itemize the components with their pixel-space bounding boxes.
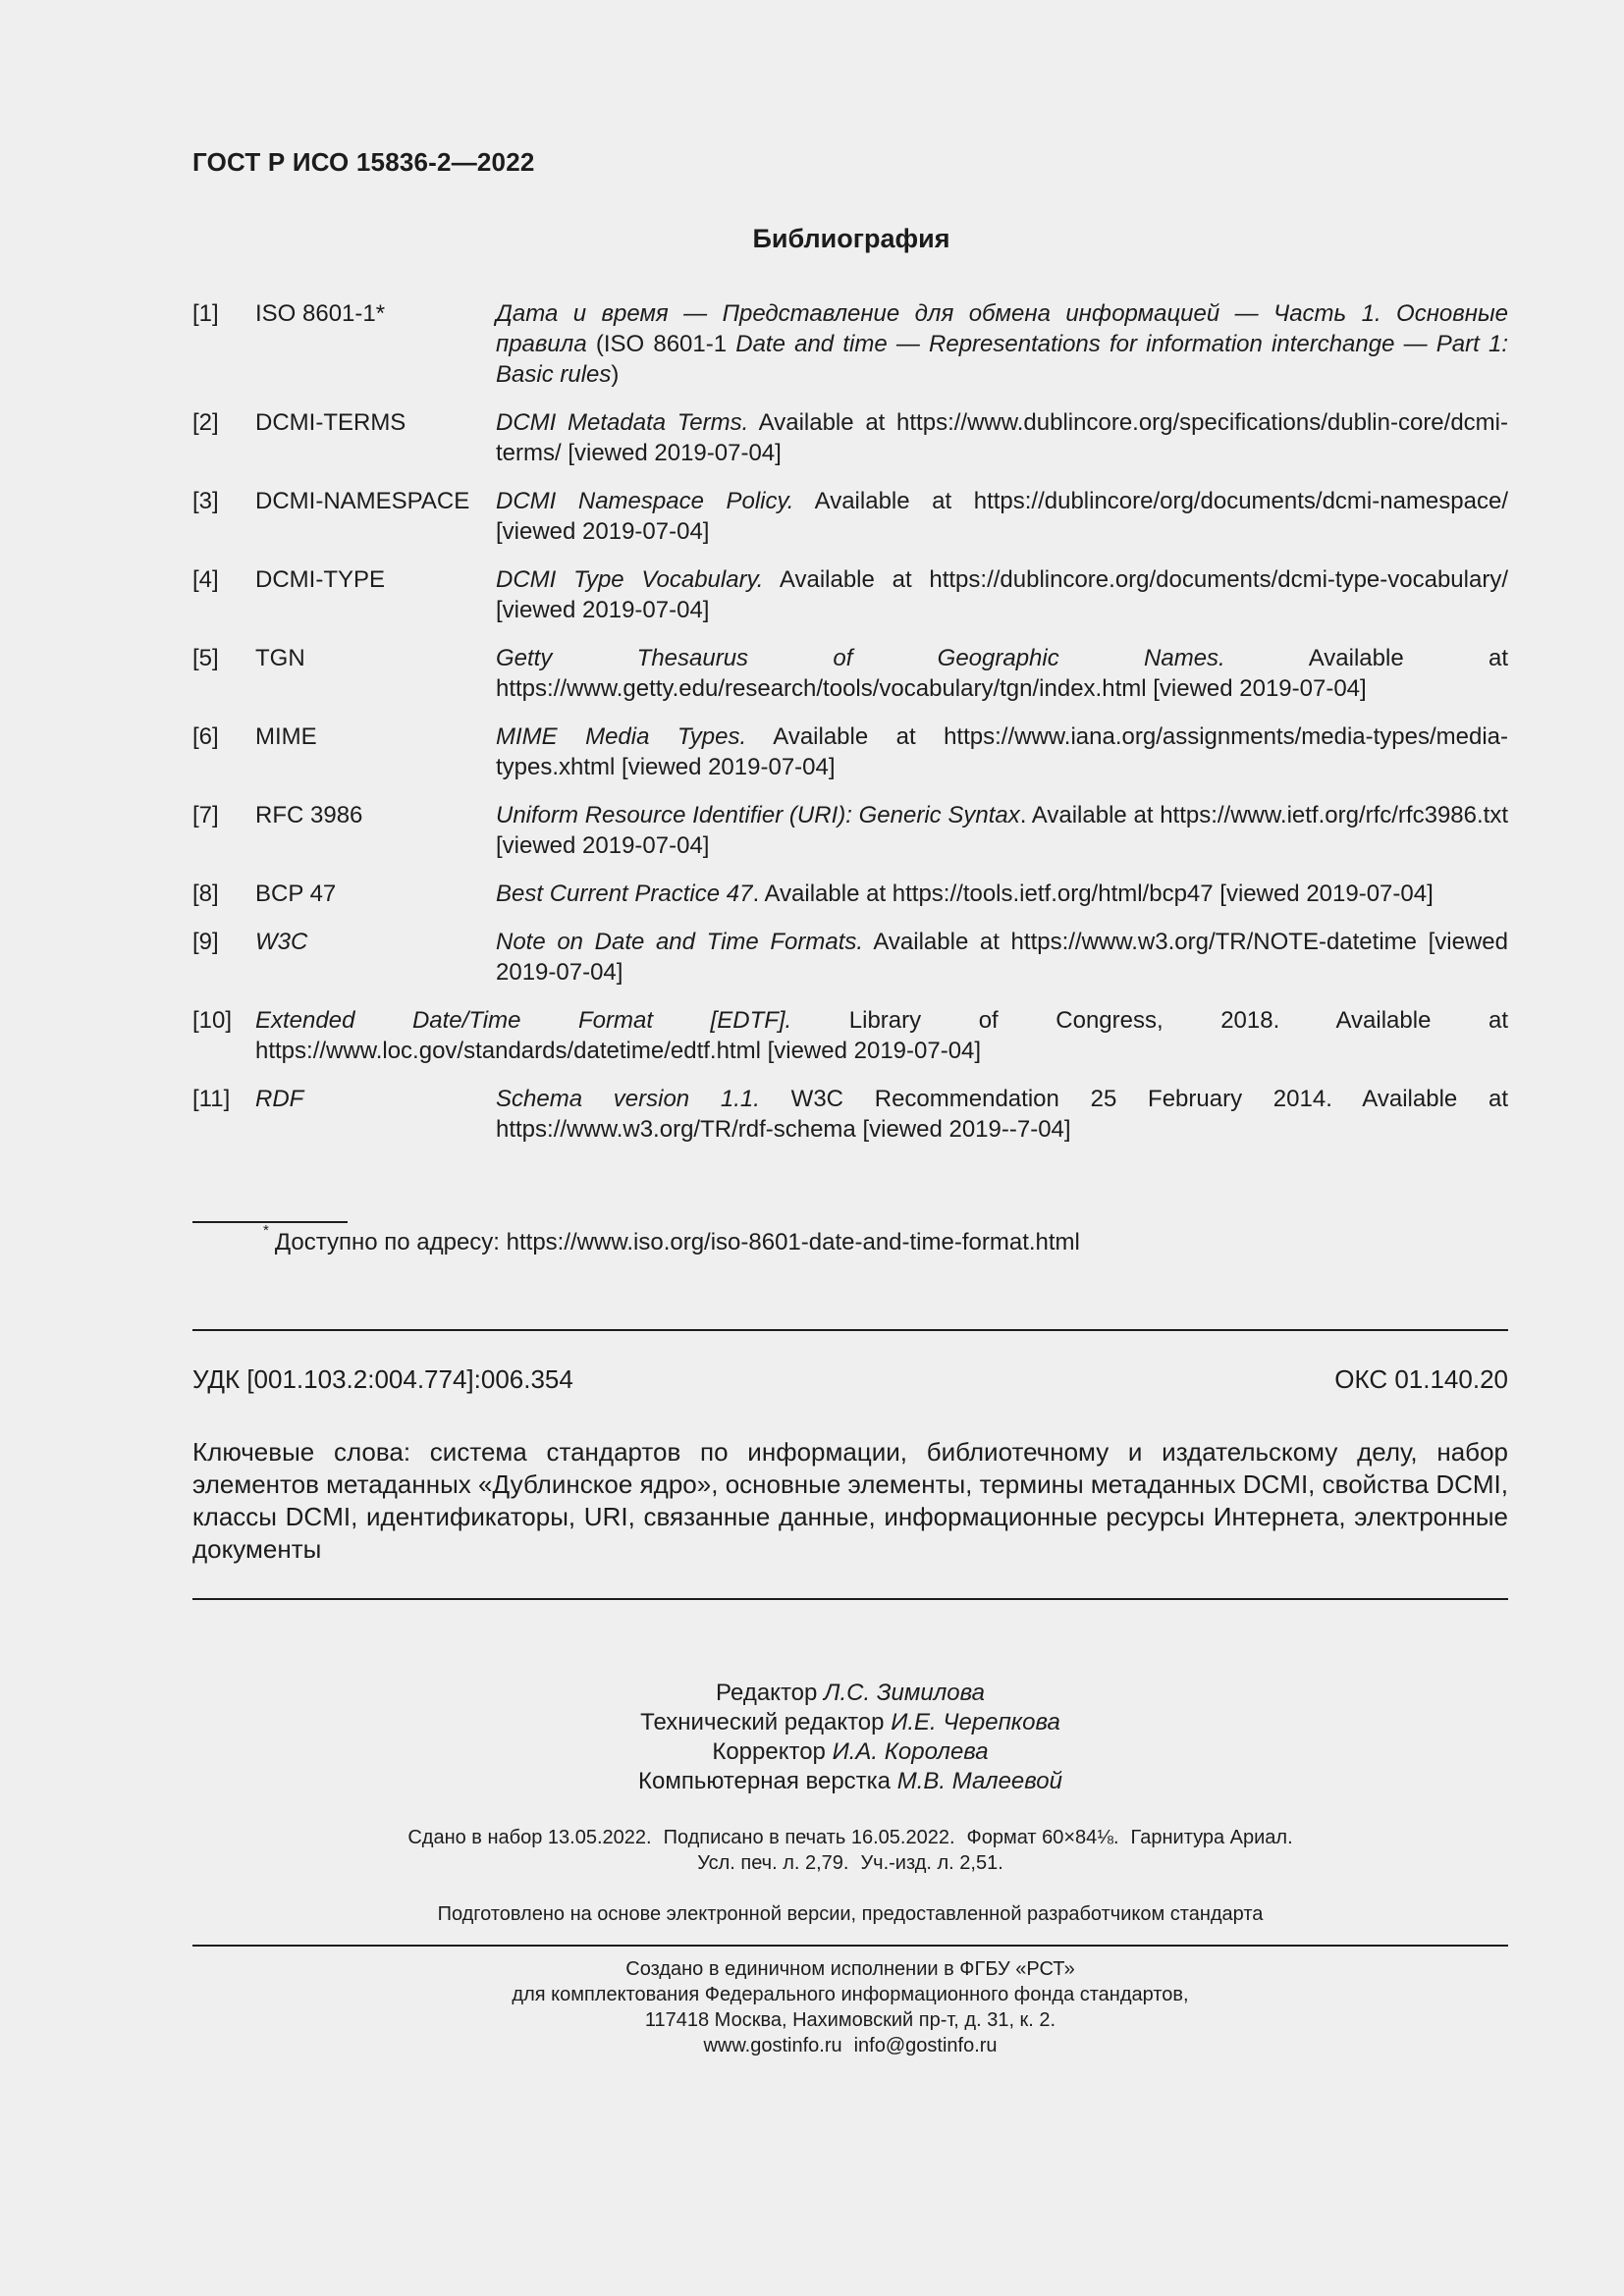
reference-item: [192, 927, 1508, 988]
reference-title: DCMI Metadata Terms.: [496, 409, 749, 436]
reference-code: TGN: [255, 645, 305, 671]
reference-title: Uniform Resource Identifier (URI): Generic Syntax: [496, 802, 1020, 828]
reference-source: . Available at https://tools.ietf.org/html/bcp47 [viewed 2019-07-04]: [752, 881, 1434, 907]
typeface: Гарнитура Ариал.: [1130, 1827, 1293, 1848]
prepared-note: Подготовлено на основе электронной версии, предоставленной разработчиком стандарта: [437, 1903, 1264, 1925]
reference-text: [496, 927, 1508, 988]
reference-text: [496, 1084, 1508, 1145]
credit-name: И.А. Королева: [832, 1738, 989, 1765]
submitted-date: Сдано в набор 13.05.2022.: [407, 1827, 652, 1848]
reference-text: [496, 298, 1508, 390]
reference-title: DCMI Namespace Policy.: [496, 488, 794, 514]
reference-number: [7]: [192, 802, 219, 828]
credit-role: Редактор: [716, 1680, 818, 1706]
reference-number: [2]: [192, 409, 219, 436]
credit-proofreader: [192, 1737, 1508, 1767]
reference-item: [192, 721, 1508, 782]
reference-title-en: Date and time — Representations for information interchange — Part 1: Basic rules: [496, 331, 1508, 388]
reference-item: [192, 564, 1508, 625]
reference-title: Schema version 1.1.: [496, 1086, 760, 1112]
reference-text: [496, 879, 1508, 909]
reference-number: [10]: [192, 1007, 233, 1034]
reference-source: Available at https://www.w3.org/TR/NOTE-datetime [viewed 2019-07-04]: [496, 929, 1508, 986]
reference-item: [192, 1084, 1508, 1145]
publication-info: [192, 1825, 1508, 1876]
credit-role: Компьютерная верстка: [638, 1768, 892, 1794]
publisher-sheets: Уч.-изд. л. 2,51.: [860, 1852, 1003, 1874]
credit-role: Корректор: [712, 1738, 826, 1765]
bibliography-list: [192, 298, 1508, 1162]
oks-code: ОКС 01.140.20: [1334, 1364, 1508, 1394]
reference-number: [4]: [192, 566, 219, 593]
imprint-line-2: для комплектования Федерального информационного фонда стандартов,: [512, 1984, 1189, 2005]
publication-line-1: [192, 1825, 1508, 1850]
divider-bottom: [192, 1945, 1508, 1947]
reference-code: RDF: [255, 1086, 304, 1112]
bibliography-title: Библиография: [752, 224, 950, 253]
credit-layout: [192, 1767, 1508, 1796]
footnote-separator: [192, 1221, 348, 1223]
footnote-text: Доступно по адресу: https://www.iso.org/iso-8601-date-and-time-format.html: [274, 1229, 1080, 1255]
udk-code: УДК [001.103.2:004.774]:006.354: [192, 1364, 573, 1394]
reference-text: [496, 800, 1508, 861]
reference-number: [5]: [192, 645, 219, 671]
reference-number: [3]: [192, 488, 219, 514]
reference-source: Available at https://www.iana.org/assignments/media-types/media-types.xhtml [viewed 2019-07-04]: [496, 723, 1509, 780]
reference-title: Best Current Practice 47: [496, 881, 753, 907]
reference-item: [192, 643, 1508, 704]
reference-title: Note on Date and Time Formats.: [496, 929, 864, 955]
reference-source: W3C Recommendation 25 February 2014. Available at https://www.w3.org/TR/rdf-schema [viewed 2019--7-04]: [496, 1086, 1509, 1143]
reference-number: [9]: [192, 929, 219, 955]
imprint-line-1: Создано в единичном исполнении в ФГБУ «РСТ»: [625, 1958, 1075, 1980]
reference-text: [496, 564, 1508, 625]
reference-item: [192, 800, 1508, 861]
reference-source: Available at https://dublincore.org/documents/dcmi-type-vocabulary/ [viewed 2019-07-04]: [496, 566, 1508, 623]
print-sheets: Усл. печ. л. 2,79.: [697, 1852, 849, 1874]
reference-title: Extended Date/Time Format [EDTF].: [255, 1007, 792, 1034]
reference-text: [496, 486, 1508, 547]
reference-text: [255, 1005, 1508, 1066]
reference-title: Getty Thesaurus of Geographic Names.: [496, 645, 1225, 671]
reference-code: W3C: [255, 929, 308, 955]
divider-top: [192, 1329, 1508, 1331]
reference-code: BCP 47: [255, 881, 337, 907]
email-link[interactable]: info@gostinfo.ru: [853, 2035, 998, 2056]
keywords: Ключевые слова: система стандартов по информации, библиотечному и издательскому делу, набор элементов метаданных «Дублинское ядро», основные элементы, термины метаданных DCMI, свойства DCMI, классы DCMI, идентификаторы, URI, связанные данные, информационные ресурсы Интернета, электронные документы: [192, 1437, 1508, 1564]
paper-format: Формат 60×84⅛.: [966, 1827, 1119, 1848]
reference-number: [6]: [192, 723, 219, 750]
divider-middle: [192, 1598, 1508, 1600]
reference-code: RFC 3986: [255, 802, 363, 828]
reference-item: [192, 486, 1508, 547]
credit-tech-editor: [192, 1708, 1508, 1737]
standard-code: ГОСТ Р ИСО 15836-2—2022: [192, 147, 535, 177]
credit-editor: [192, 1679, 1508, 1708]
reference-text-part: ): [611, 361, 620, 388]
reference-item: [192, 298, 1508, 390]
footnote-mark: *: [263, 1222, 269, 1239]
reference-code: DCMI-TYPE: [255, 566, 385, 593]
reference-text: [496, 643, 1508, 704]
credits: [192, 1679, 1508, 1796]
credit-name: Л.С. Зимилова: [824, 1680, 985, 1706]
credit-name: М.В. Малеевой: [896, 1768, 1062, 1794]
credit-name: И.Е. Черепкова: [891, 1709, 1060, 1735]
reference-text: [496, 407, 1508, 468]
reference-title: MIME Media Types.: [496, 723, 747, 750]
reference-number: [8]: [192, 881, 219, 907]
reference-code: ISO 8601-1*: [255, 300, 386, 327]
reference-code: DCMI-NAMESPACE: [255, 488, 470, 514]
reference-source: . Available at https://www.ietf.org/rfc/rfc3986.txt [viewed 2019-07-04]: [496, 802, 1508, 859]
reference-source: Available at https://www.dublincore.org/specifications/dublin-core/dcmi-terms/ [viewed 2019-07-04]: [496, 409, 1508, 466]
reference-source: Available at https://www.getty.edu/research/tools/vocabulary/tgn/index.html [viewed 2019-07-04]: [496, 645, 1508, 702]
reference-code: DCMI-TERMS: [255, 409, 406, 436]
reference-source: Library of Congress, 2018. Available at https://www.loc.gov/standards/datetime/edtf.html [viewed 2019-07-04]: [255, 1007, 1509, 1064]
signed-date: Подписано в печать 16.05.2022.: [663, 1827, 955, 1848]
reference-item: [192, 407, 1508, 468]
reference-text: [496, 721, 1508, 782]
imprint-contacts: [192, 2033, 1508, 2058]
reference-item: [192, 1005, 1508, 1066]
reference-code: MIME: [255, 723, 317, 750]
publication-line-2: [192, 1850, 1508, 1876]
reference-number: [1]: [192, 300, 219, 327]
reference-source: Available at https://dublincore/org/documents/dcmi-namespace/ [viewed 2019-07-04]: [496, 488, 1508, 545]
reference-number: [11]: [192, 1086, 231, 1112]
reference-title: DCMI Type Vocabulary.: [496, 566, 764, 593]
credit-role: Технический редактор: [640, 1709, 885, 1735]
reference-text-part: (ISO 8601-1: [586, 331, 736, 357]
reference-title: Дата и время — Представление для обмена информацией — Часть 1. Основные правила: [496, 300, 1508, 357]
publisher-imprint: [192, 1956, 1508, 2058]
website-link[interactable]: www.gostinfo.ru: [703, 2035, 842, 2056]
footnote: [263, 1222, 1080, 1256]
imprint-address: 117418 Москва, Нахимовский пр-т, д. 31, к. 2.: [644, 2009, 1056, 2031]
reference-item: [192, 879, 1508, 909]
